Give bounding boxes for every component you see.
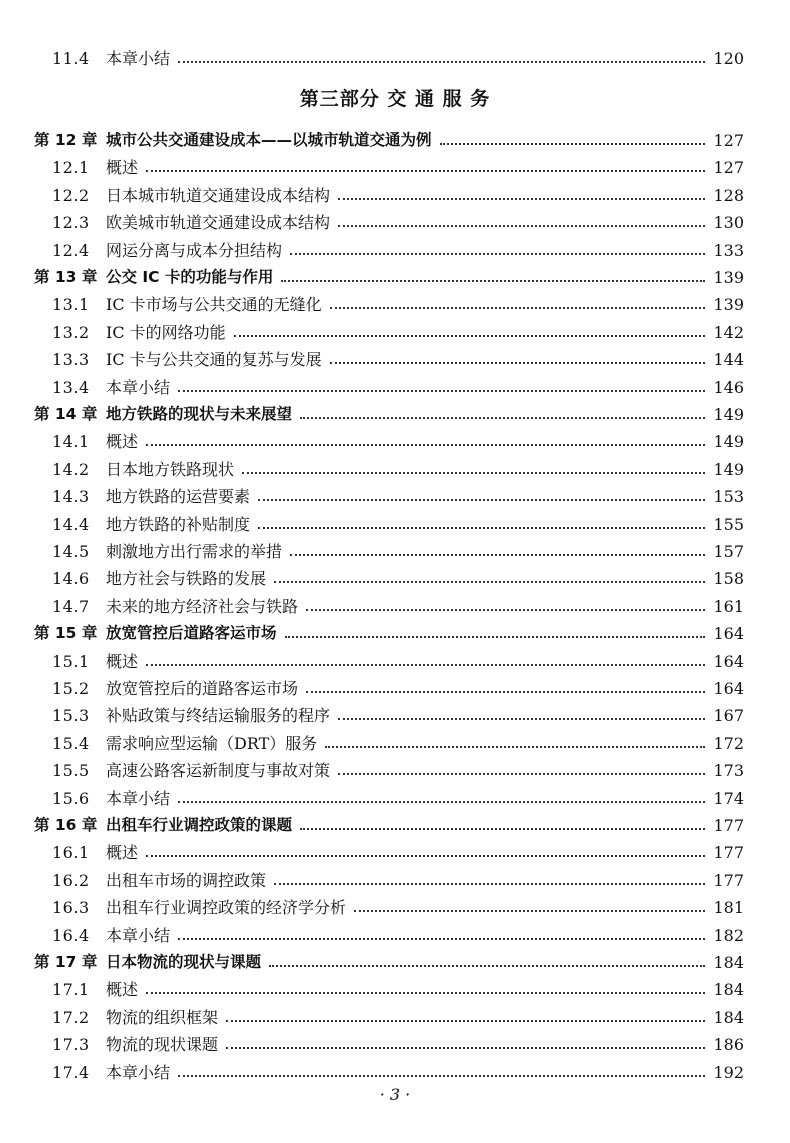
leader-dots xyxy=(242,472,705,474)
leader-dots xyxy=(146,170,705,172)
section-number: 17.1 xyxy=(52,980,90,999)
chapter-title: 日本物流的现状与课题 xyxy=(106,953,262,971)
leader-dots xyxy=(285,636,706,638)
chapter-title: 出租车行业调控政策的课题 xyxy=(106,816,293,834)
leader-dots xyxy=(178,390,705,392)
section-title: 本章小结 xyxy=(106,789,171,808)
section-title: 本章小结 xyxy=(106,1063,171,1082)
leader-dots xyxy=(290,554,705,556)
section-number: 14.2 xyxy=(52,460,90,479)
part-heading: 第三部分 交 通 服 务 xyxy=(299,88,491,110)
leader-dots xyxy=(440,143,706,145)
section-entry xyxy=(0,648,790,675)
section-title: 网运分离与成本分担结构 xyxy=(106,241,283,260)
leader-dots xyxy=(281,280,705,282)
page-number: 173 xyxy=(713,761,744,780)
leader-dots xyxy=(226,1020,705,1022)
page-number: 153 xyxy=(713,487,744,506)
page-number: 161 xyxy=(713,597,744,616)
section-entry xyxy=(0,1031,790,1058)
section-entry xyxy=(0,483,790,510)
section-title: 日本地方铁路现状 xyxy=(106,460,235,479)
section-entry xyxy=(0,154,790,181)
page-number: 177 xyxy=(713,871,744,890)
leader-dots xyxy=(354,910,705,912)
page-number: 186 xyxy=(713,1035,744,1054)
page-number: 139 xyxy=(713,295,744,314)
leader-dots xyxy=(306,691,705,693)
page-number: 192 xyxy=(713,1063,744,1082)
page-number: 157 xyxy=(713,542,744,561)
leader-dots xyxy=(178,801,705,803)
leader-dots xyxy=(178,1075,705,1077)
page-number: 133 xyxy=(713,241,744,260)
section-title: 刺激地方出行需求的举措 xyxy=(106,542,283,561)
section-title: 本章小结 xyxy=(106,926,171,945)
section-title: 概述 xyxy=(106,843,139,862)
section-number: 14.4 xyxy=(52,515,90,534)
section-entry xyxy=(0,976,790,1003)
section-entry xyxy=(0,702,790,729)
page-number: 128 xyxy=(713,186,744,205)
section-entry xyxy=(0,839,790,866)
section-title: 物流的组织框架 xyxy=(106,1008,219,1027)
leader-dots xyxy=(269,965,705,967)
chapter-entry xyxy=(0,949,790,976)
chapter-title: 放宽管控后道路客运市场 xyxy=(106,624,277,642)
leader-dots xyxy=(330,362,706,364)
section-entry xyxy=(0,346,790,373)
section-number: 16.2 xyxy=(52,871,90,890)
section-title: 物流的现状课题 xyxy=(106,1035,219,1054)
section-number: 15.2 xyxy=(52,679,90,698)
section-number: 14.5 xyxy=(52,542,90,561)
section-title: 地方铁路的补贴制度 xyxy=(106,515,251,534)
chapter-number: 第 14 章 xyxy=(34,405,98,423)
section-number: 17.3 xyxy=(52,1035,90,1054)
section-entry xyxy=(0,730,790,757)
section-entry xyxy=(0,894,790,921)
page-number: 142 xyxy=(713,323,744,342)
section-title: 放宽管控后的道路客运市场 xyxy=(106,679,299,698)
section-number: 16.3 xyxy=(52,898,90,917)
section-title: 需求响应型运输（DRT）服务 xyxy=(106,734,318,753)
section-number: 13.3 xyxy=(52,350,90,369)
page-number: 149 xyxy=(713,405,744,424)
leader-dots xyxy=(290,253,705,255)
page-number: 177 xyxy=(713,816,744,835)
section-entry xyxy=(0,319,790,346)
section-number: 12.2 xyxy=(52,186,90,205)
section-entry xyxy=(0,374,790,401)
section-entry xyxy=(0,1059,790,1086)
section-title: 本章小结 xyxy=(106,49,171,68)
page-number: 172 xyxy=(713,734,744,753)
page-number: 184 xyxy=(713,1008,744,1027)
section-entry xyxy=(0,182,790,209)
page-number: 184 xyxy=(713,980,744,999)
chapter-number: 第 15 章 xyxy=(34,624,98,642)
section-entry xyxy=(0,428,790,455)
section-title: 补贴政策与终结运输服务的程序 xyxy=(106,706,331,725)
page-number: 149 xyxy=(713,460,744,479)
page-number: 174 xyxy=(713,789,744,808)
section-entry xyxy=(0,209,790,236)
section-number: 15.3 xyxy=(52,706,90,725)
section-entry xyxy=(0,538,790,565)
page-number: 181 xyxy=(713,898,744,917)
section-number: 13.4 xyxy=(52,378,90,397)
section-entry xyxy=(0,593,790,620)
leader-dots xyxy=(234,335,706,337)
leader-dots xyxy=(330,307,706,309)
leader-dots xyxy=(300,828,705,830)
leader-dots xyxy=(306,609,705,611)
section-number: 15.5 xyxy=(52,761,90,780)
section-number: 15.1 xyxy=(52,652,90,671)
section-number: 12.1 xyxy=(52,158,90,177)
chapter-entry xyxy=(0,812,790,839)
chapter-number: 第 13 章 xyxy=(34,268,98,286)
chapter-number: 第 17 章 xyxy=(34,953,98,971)
section-number: 16.1 xyxy=(52,843,90,862)
page-number: 146 xyxy=(713,378,744,397)
section-title: 地方社会与铁路的发展 xyxy=(106,569,267,588)
chapter-entry xyxy=(0,127,790,154)
page-number: 120 xyxy=(713,49,744,68)
leader-dots xyxy=(146,444,705,446)
section-title: 高速公路客运新制度与事故对策 xyxy=(106,761,331,780)
leader-dots xyxy=(338,198,705,200)
section-title: IC 卡与公共交通的复苏与发展 xyxy=(106,350,322,369)
section-entry xyxy=(0,675,790,702)
leader-dots xyxy=(258,527,705,529)
section-title: IC 卡市场与公共交通的无缝化 xyxy=(106,295,322,314)
toc-entry-11-4 xyxy=(0,45,790,72)
section-title: 概述 xyxy=(106,158,139,177)
section-number: 14.7 xyxy=(52,597,90,616)
leader-dots xyxy=(338,225,705,227)
section-title: 本章小结 xyxy=(106,378,171,397)
leader-dots xyxy=(146,664,705,666)
chapter-entry xyxy=(0,264,790,291)
page-number: 164 xyxy=(713,679,744,698)
section-number: 15.6 xyxy=(52,789,90,808)
chapter-number: 第 16 章 xyxy=(34,816,98,834)
leader-dots xyxy=(146,855,705,857)
page-number: 130 xyxy=(713,213,744,232)
section-number: 11.4 xyxy=(52,49,90,68)
section-number: 14.3 xyxy=(52,487,90,506)
section-title: 欧美城市轨道交通建设成本结构 xyxy=(106,213,331,232)
chapter-number: 第 12 章 xyxy=(34,131,98,149)
section-entry xyxy=(0,922,790,949)
section-number: 14.1 xyxy=(52,432,90,451)
section-number: 13.1 xyxy=(52,295,90,314)
leader-dots xyxy=(258,499,705,501)
leader-dots xyxy=(274,883,705,885)
section-title: 日本城市轨道交通建设成本结构 xyxy=(106,186,331,205)
page-number: 184 xyxy=(713,953,744,972)
section-entry xyxy=(0,867,790,894)
page-number: 139 xyxy=(713,268,744,287)
leader-dots xyxy=(226,1047,705,1049)
section-number: 16.4 xyxy=(52,926,90,945)
section-number: 12.3 xyxy=(52,213,90,232)
section-title: 出租车市场的调控政策 xyxy=(106,871,267,890)
leader-dots xyxy=(338,773,705,775)
section-title: 概述 xyxy=(106,652,139,671)
leader-dots xyxy=(146,992,705,994)
section-title: 概述 xyxy=(106,980,139,999)
page-number: 127 xyxy=(713,131,744,150)
section-number: 15.4 xyxy=(52,734,90,753)
section-title: 概述 xyxy=(106,432,139,451)
page-footer-number: · 3 · xyxy=(379,1085,411,1104)
page-number: 155 xyxy=(713,515,744,534)
section-title: 未来的地方经济社会与铁路 xyxy=(106,597,299,616)
chapter-title: 地方铁路的现状与未来展望 xyxy=(106,405,293,423)
section-number: 17.4 xyxy=(52,1063,90,1082)
section-number: 17.2 xyxy=(52,1008,90,1027)
section-title: 出租车行业调控政策的经济学分析 xyxy=(106,898,347,917)
section-title: 地方铁路的运营要素 xyxy=(106,487,251,506)
page-number: 164 xyxy=(713,624,744,643)
page-number: 149 xyxy=(713,432,744,451)
page-number: 167 xyxy=(713,706,744,725)
page-number: 177 xyxy=(713,843,744,862)
section-entry xyxy=(0,291,790,318)
section-number: 14.6 xyxy=(52,569,90,588)
chapter-entry xyxy=(0,401,790,428)
page-number: 182 xyxy=(713,926,744,945)
leader-dots xyxy=(300,417,705,419)
section-number: 13.2 xyxy=(52,323,90,342)
page-number: 144 xyxy=(713,350,744,369)
section-title: IC 卡的网络功能 xyxy=(106,323,226,342)
chapter-title: 公交 IC 卡的功能与作用 xyxy=(106,268,274,286)
section-number: 12.4 xyxy=(52,241,90,260)
leader-dots xyxy=(178,938,705,940)
section-entry xyxy=(0,511,790,538)
section-entry xyxy=(0,565,790,592)
section-entry xyxy=(0,456,790,483)
section-entry xyxy=(0,785,790,812)
page-number: 127 xyxy=(713,158,744,177)
leader-dots xyxy=(325,746,705,748)
leader-dots xyxy=(178,61,705,63)
page-number: 164 xyxy=(713,652,744,671)
section-entry xyxy=(0,237,790,264)
section-entry xyxy=(0,757,790,784)
leader-dots xyxy=(338,718,705,720)
chapter-title: 城市公共交通建设成本——以城市轨道交通为例 xyxy=(106,131,432,149)
page-number: 158 xyxy=(713,569,744,588)
section-entry xyxy=(0,1004,790,1031)
chapter-entry xyxy=(0,620,790,647)
leader-dots xyxy=(274,581,705,583)
